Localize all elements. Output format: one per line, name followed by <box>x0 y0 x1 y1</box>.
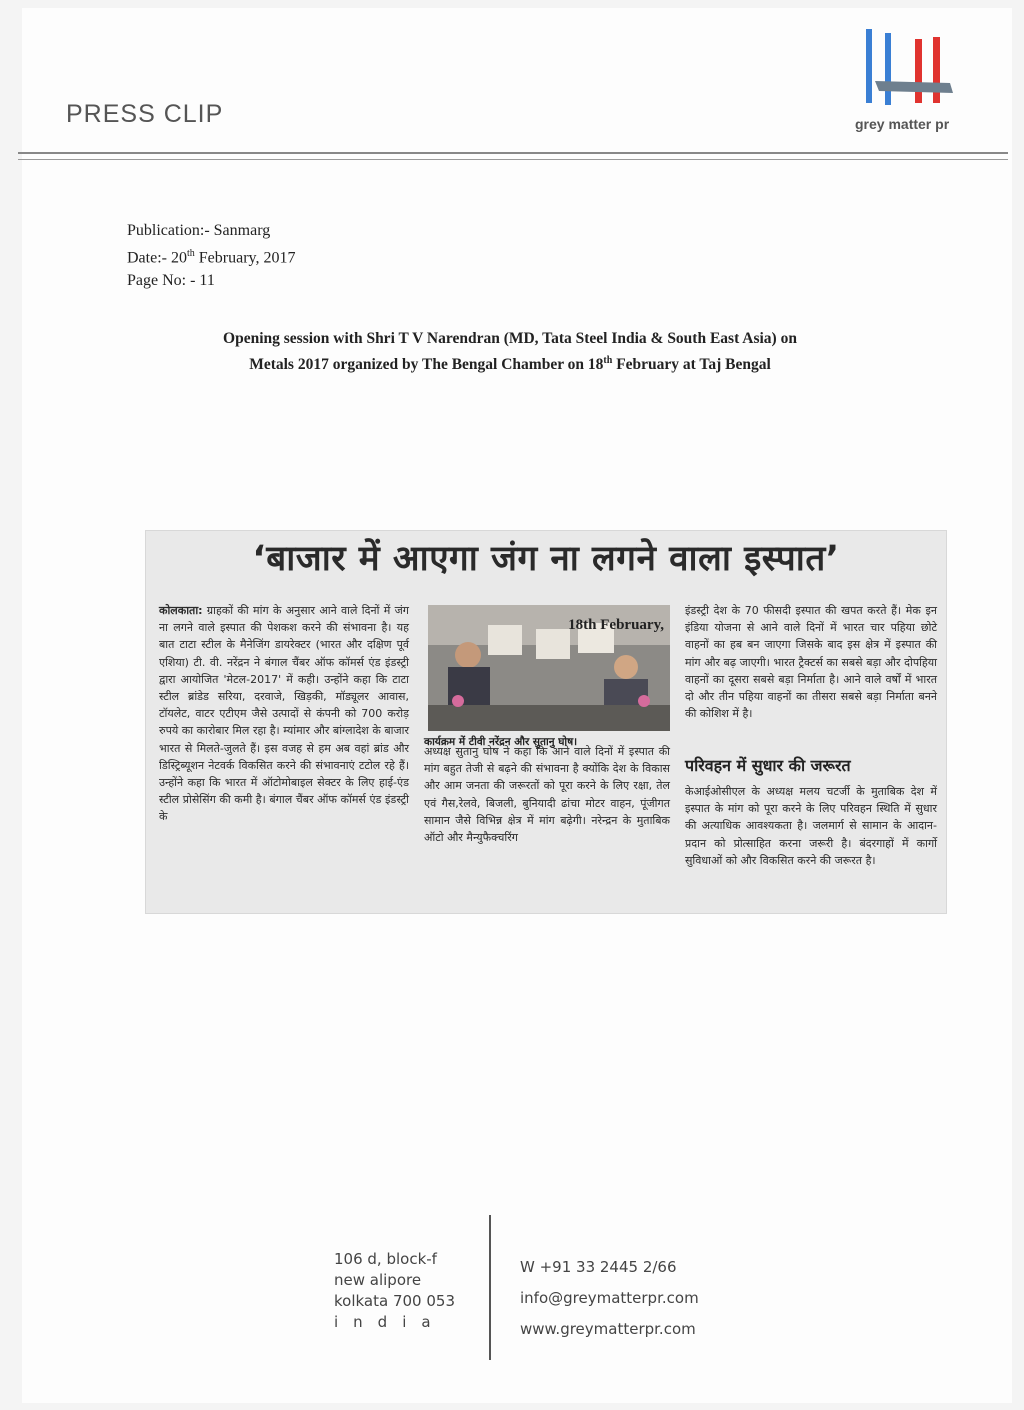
footer-divider <box>489 1215 491 1360</box>
publication-meta <box>127 219 295 292</box>
dateline: कोलकाता: <box>159 604 203 617</box>
address-line-3: kolkata 700 053 <box>334 1292 455 1310</box>
phone-number: W +91 33 2445 2/66 <box>520 1258 677 1276</box>
caption-line-2: Metals 2017 organized by The Bengal Chamber on 18th February at Taj Bengal <box>249 355 771 374</box>
article-column-3: इंडस्ट्री देश के 70 फीसदी इस्पात की खपत करते हैं। मेक इन इंडिया योजना से आने वाले दिनों में भारत चार पहिया छोटे वाहनों का हब बन जाएगा जिसके बाद इस क्षेत्र में इस्पात की मांग और बढ़ जाएगी। भारत ट्रैक्टर्स का सबसे बड़ा और दोपहिया वाहनों का दूसरा सबसे बड़ा निर्माता है। आने वाले वर्षों में भारत दो और तीन पहिया वाहनों का तीसरा सबसे बड़ा निर्माता बनने की कोशिश में है। <box>685 604 937 721</box>
photo-caption: कार्यक्रम में टीवी नरेंद्रन और सुतानु घोष। <box>424 736 578 748</box>
logo-text: grey matter pr <box>855 116 950 132</box>
clip-headline: ‘बाजार में आएगा जंग ना लगने वाला इस्पात’ <box>252 539 840 579</box>
date-line: Date:- 20th February, 2017 <box>127 248 296 267</box>
article-column-1: कोलकाता: ग्राहकों की मांग के अनुसार आने वाले दिनों में जंग ना लगने वाले इस्पात की पेशकश करने की संभावना है। यह बात टाटा स्टील के मैनेजिंग डायरेक्टर (भारत और दक्षिण पूर्व एशिया) टी. वी. नरेंद्रन ने बंगाल चैंबर ऑफ कॉमर्स एंड इंडस्ट्री द्वारा आयोजित 'मेटल-2017' में कही। उन्होंने कहा कि टाटा स्टील ब्रांडेड सरिया, दरवाजे, खिड़की, मॉड्यूलर आवास, टॉयलेट, वाटर एटीएम जैसे उत्पादों से कंपनी को 700 करोड़ रुपये का कारोबार मिल रहा है। म्यांमार और बांग्लादेश के बाजार भारत से मिलते-जुलते हैं। इस वजह से हम अब वहां ब्रांड और डिस्ट्रिब्यूशन नेटवर्क विकसित करने की संभावनाएं टटोल रहे हैं। उन्होंने कहा कि भारत में ऑटोमोबाइल सेक्टर के लिए हाई-एंड स्टील प्रोसेसिंग की कमी है। बंगाल चैंबर ऑफ कॉमर्स एंड इंडस्ट्री के <box>159 604 409 824</box>
page-title: PRESS CLIP <box>66 100 224 128</box>
publication-line: Publication:- Sanmarg <box>127 222 271 239</box>
clip-caption <box>140 328 880 376</box>
email-address[interactable]: info@greymatterpr.com <box>520 1289 699 1307</box>
address-line-1: 106 d, block-f <box>334 1250 437 1268</box>
header-rule <box>18 152 1008 154</box>
article-column-2: अध्यक्ष सुतानु घोष ने कहा कि आने वाले दिनों में इस्पात की मांग बहुत तेजी से बढ़ने की संभावना है क्योंकि देश के विकास और आम जनता की जरूरतों को पूरा करने के लिए रक्षा, तेल एवं गैस,रेलवे, बिजली, बुनियादी ढांचा मोटर वाहन, पूंजीगत सामान जैसे विभिन्न क्षेत्र में मांग बढ़ेगी। नरेन्द्रन के मुताबिक ऑटो और मैन्युफैक्चरिंग <box>424 745 670 845</box>
address-line-2: new alipore <box>334 1271 422 1289</box>
website-link[interactable]: www.greymatterpr.com <box>520 1320 696 1338</box>
article-subheading: परिवहन में सुधार की जरूरत <box>685 756 851 775</box>
photo-date-banner: 18th February, <box>568 617 664 633</box>
page-number-line: Page No: - 11 <box>127 272 215 290</box>
newspaper-clipping <box>145 530 947 914</box>
caption-line-1: Opening session with Shri T V Narendran (MD, Tata Steel India & South East Asia) on <box>223 330 797 347</box>
office-address <box>334 1249 455 1333</box>
header-rule-thin <box>18 159 1008 160</box>
contact-info <box>520 1252 699 1345</box>
article-column-3-continued: केआईओसीएल के अध्यक्ष मलय चटर्जी के मुताबिक देश में इस्पात के मांग को पूरा करने के लिए परिवहन स्थिति में सुधार की अत्याधिक आवश्यकता है। जलमार्ग से सामान के आदान-प्रदान को प्रोत्साहित करना जरूरी है। बंदरगाहों में कार्गो सुविधाओं को और विकसित करने की जरूरत है। <box>685 785 937 867</box>
address-line-4: india <box>334 1313 446 1331</box>
event-photo <box>428 605 670 731</box>
